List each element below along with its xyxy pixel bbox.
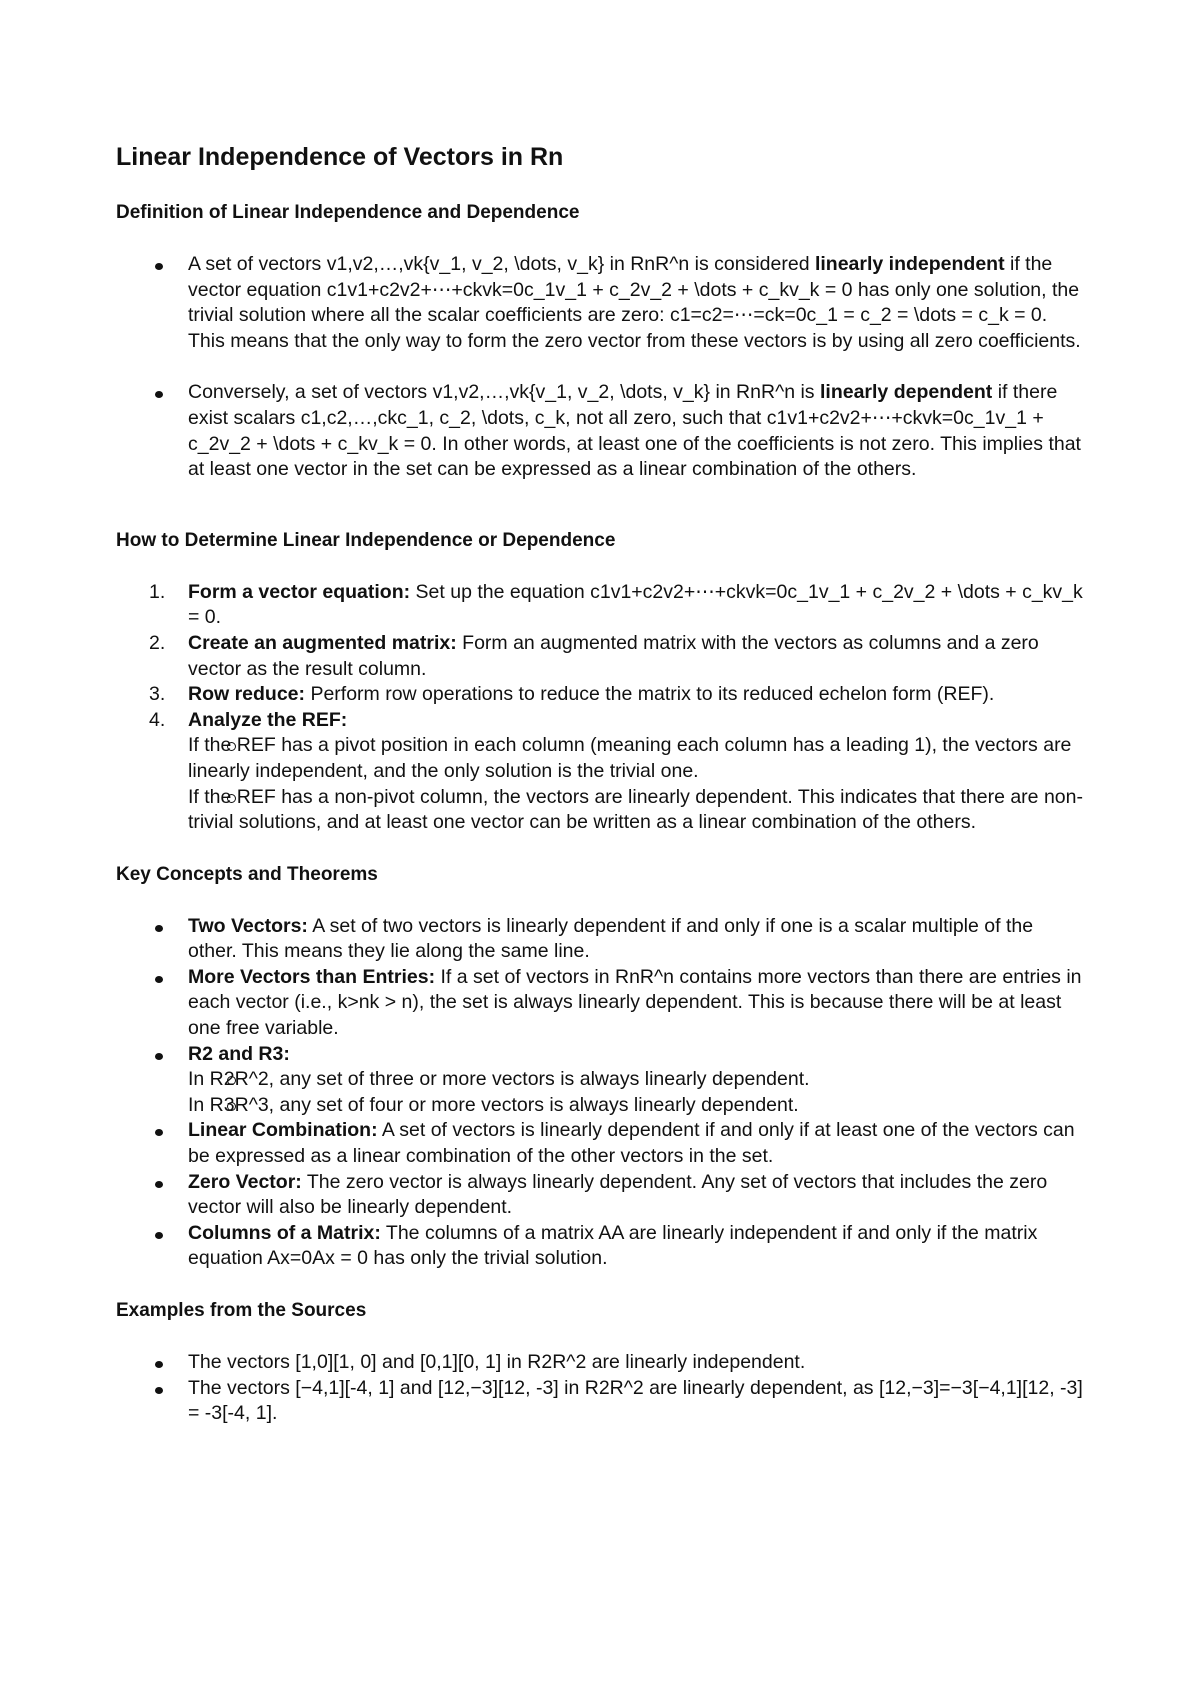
def-text: if the vector equation c1v1+c2v2+⋯+ckvk=0c_1v_1 + c_2v_2 + \dots + c_kv_k = 0 has only one solution, the trivial solution where all the scalar coefficients are zero: c1=c2=⋯=ck=0c_1 = c_2 = \dots = c_k = 0. This means that the only way to form the zero vector from these vectors is by using all zero coefficients. (188, 253, 1081, 352)
step-text: Set up the equation c1v1+c2v2+⋯+ckvk=0c_1v_1 + c_2v_2 + \dots + c_kv_k = 0. (188, 580, 1083, 629)
definition-item-independent (116, 252, 1086, 354)
concept-text: If a set of vectors in RnR^n contains more vectors than there are entries in each vector (i.e., k>nk > n), the set is always linearly dependent. This is because there will be at least one free variable. (188, 965, 1082, 1040)
sub-item: If the REF has a non-pivot column, the vectors are linearly dependent. This indicates that there are non-trivial solutions, and at least one vector can be written as a linear combination of the others. (116, 785, 1086, 836)
definition-list (116, 252, 1086, 483)
concept-item (116, 914, 1086, 965)
concept-item (116, 965, 1086, 1042)
section-heading-examples: Examples from the Sources (116, 1300, 367, 1321)
section-heading-key-concepts: Key Concepts and Theorems (116, 863, 378, 885)
concept-label: More Vectors than Entries: (188, 965, 436, 988)
def-text: A set of vectors v1,v2,…,vk{v_1, v_2, \dots, v_k} in RnR^n is considered (188, 253, 815, 275)
example-item: The vectors [1,0][1, 0] and [0,1][0, 1] in R2R^2 are linearly independent. (116, 1350, 1086, 1376)
concept-text: A set of vectors is linearly dependent if and only if at least one of the vectors can be expressed as a linear combination of the other vectors in the set. (188, 1119, 1075, 1168)
concepts-list-continued (116, 1118, 1086, 1272)
concept-item (116, 1170, 1086, 1221)
step-item (116, 708, 1086, 734)
document-title: Linear Independence of Vectors in Rn (116, 143, 564, 171)
section-heading-how-to: How to Determine Linear Independence or Dependence (116, 529, 616, 551)
concept-label: R2 and R3: (188, 1042, 290, 1065)
step-label: Analyze the REF: (188, 708, 348, 731)
r2-r3-sub-list (116, 1067, 1086, 1118)
concept-text: The columns of a matrix AA are linearly independent if and only if the matrix equation Ax=0Ax = 0 has only the trivial solution. (188, 1221, 1038, 1270)
step-number: 3. (149, 683, 166, 706)
def-term: linearly dependent (819, 381, 993, 404)
section-examples (116, 1298, 1086, 1427)
steps-list (116, 580, 1086, 734)
sub-item: In R3R^3, any set of four or more vectors is always linearly dependent. (116, 1093, 1086, 1119)
document-page (116, 140, 1086, 1453)
step-item (116, 580, 1086, 631)
definition-item-dependent (116, 380, 1086, 482)
def-text: Conversely, a set of vectors v1,v2,…,vk{v_1, v_2, \dots, v_k} in RnR^n is (188, 381, 820, 404)
step-label: Row reduce: (188, 683, 306, 706)
concept-label: Two Vectors: (188, 914, 308, 937)
def-term: linearly independent (814, 253, 1005, 275)
section-how-to (116, 528, 1086, 836)
concept-label: Linear Combination: (188, 1119, 378, 1142)
example-item: The vectors [−4,1][-4, 1] and [12,−3][12, -3] in R2R^2 are linearly dependent, as [12,−3]=−3[−4,1][12, -3] = -3[-4, 1]. (116, 1376, 1086, 1427)
step-item (116, 682, 1086, 708)
step-number: 2. (149, 631, 166, 654)
step-text: Perform row operations to reduce the matrix to its reduced echelon form (REF). (305, 683, 995, 706)
concepts-list (116, 914, 1086, 1068)
step-label: Form a vector equation: (188, 580, 411, 603)
sub-item: If the REF has a pivot position in each column (meaning each column has a leading 1), the vectors are linearly independent, and the only solution is the trivial one. (116, 733, 1086, 784)
concept-item (116, 1221, 1086, 1272)
concept-label: Zero Vector: (188, 1170, 302, 1193)
step-number: 4. (149, 708, 166, 731)
concept-text: The zero vector is always linearly dependent. Any set of vectors that includes the zero vector will also be linearly dependent. (188, 1170, 1048, 1219)
step-number: 1. (149, 580, 166, 603)
concept-item (116, 1042, 1086, 1068)
def-text: if there exist scalars c1,c2,…,ckc_1, c_2, \dots, c_k, not all zero, such that c1v1+c2v2+⋯+ckvk=0c_1v_1 + c_2v_2 + \dots + c_kv_k = 0. In other words, at least one of the coefficients is not zero. This implies that at least one vector in the set can be expressed as a linear combination of the others. (188, 381, 1081, 481)
step-label: Create an augmented matrix: (188, 631, 457, 654)
section-heading-definition: Definition of Linear Independence and Dependence (116, 202, 580, 223)
concept-text: A set of two vectors is linearly dependent if and only if one is a scalar multiple of the other. This means they lie along the same line. (188, 914, 1034, 963)
section-key-concepts (116, 862, 1086, 1272)
concept-label: Columns of a Matrix: (188, 1221, 381, 1244)
step-text: Form an augmented matrix with the vectors as columns and a zero vector as the result column. (188, 631, 1039, 680)
section-definition (116, 200, 1086, 483)
examples-list (116, 1350, 1086, 1427)
step-item (116, 631, 1086, 682)
analyze-sub-list (116, 733, 1086, 835)
concept-item (116, 1118, 1086, 1169)
sub-item: In R2R^2, any set of three or more vectors is always linearly dependent. (116, 1067, 1086, 1093)
